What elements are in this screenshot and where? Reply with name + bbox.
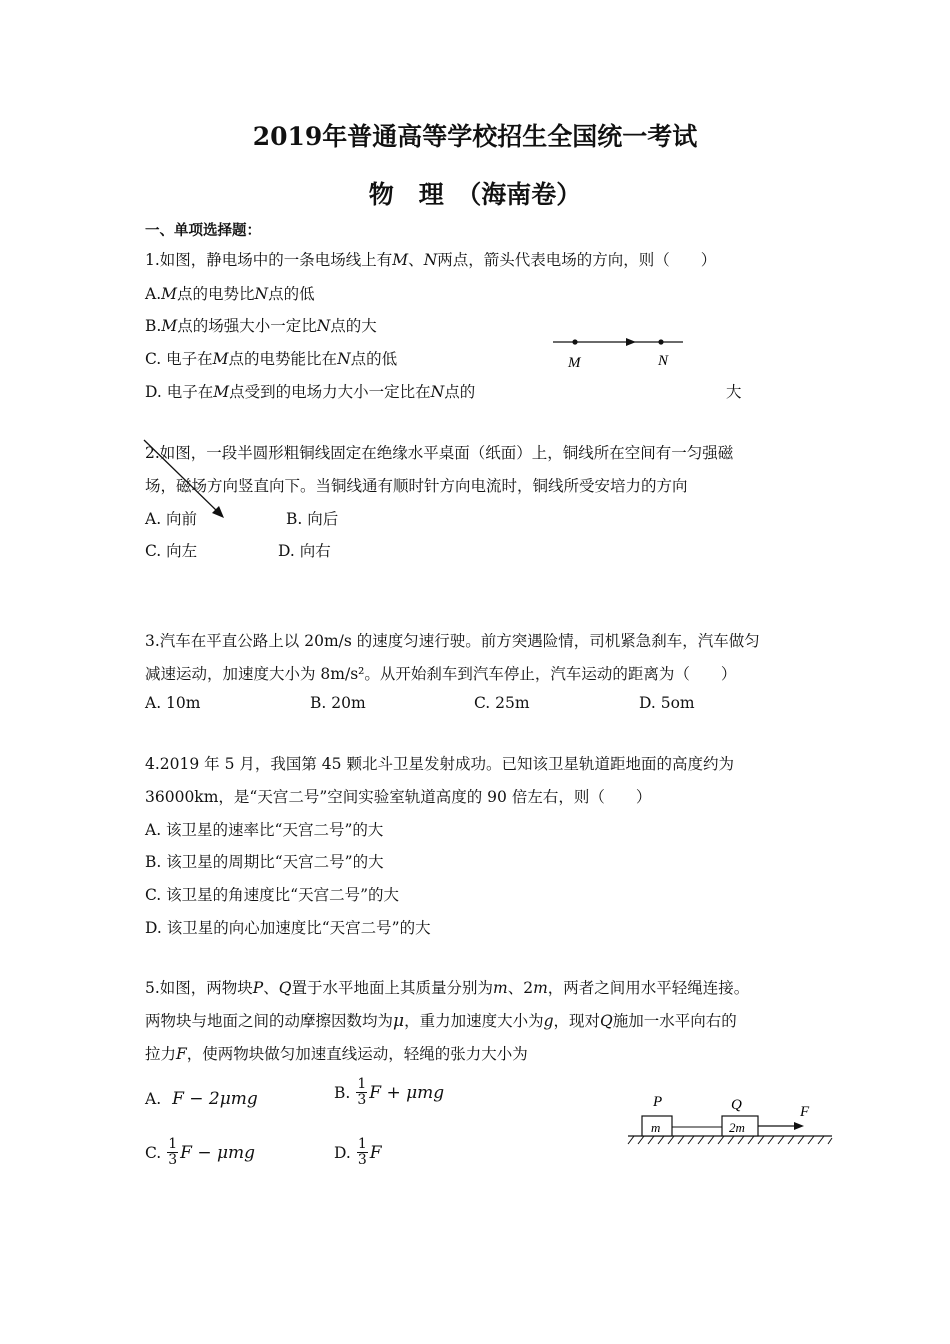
q1-sep: 、 (408, 251, 424, 269)
q3-line1: 3.汽车在平直公路上以 20m/s 的速度匀速行驶。前方突遇险情，司机紧急刹车，汽车做匀 (145, 632, 760, 650)
q1-option-b (145, 314, 377, 336)
q3-option-c: C. 25m (474, 694, 530, 712)
section-heading: 一、单项选择题： (145, 222, 261, 239)
q1-n: N (423, 251, 438, 269)
q5-q: Q (278, 979, 292, 997)
diagonal-arrow-line (144, 440, 218, 512)
q5-q2: Q (600, 1012, 613, 1030)
q5-d-expr: F (369, 1142, 382, 1163)
q5-d-fraction (357, 1137, 368, 1168)
q5-c-num: 1 (168, 1136, 178, 1152)
subject-title: 物 理 （海南卷） (368, 180, 582, 209)
page-title: 2019年普通高等学校招生全国统一考试 (252, 122, 698, 151)
q5-l1-text2: 置于水平地面上其质量分别为 (291, 979, 493, 997)
q5-line2 (145, 1009, 737, 1031)
q5-l2-text4: 施加一水平向右的 (612, 1012, 737, 1030)
q5-option-b (334, 1077, 444, 1108)
q1-d-text: 点受到的电场力大小一定比在 (229, 383, 431, 401)
q5-mu: μ (393, 1011, 405, 1031)
force-label: F (800, 1104, 810, 1120)
q5-g: g (543, 1012, 554, 1030)
q5-l3-text: 拉力 (145, 1045, 177, 1063)
q5-b-fraction (356, 1077, 367, 1108)
q5-2m-m: m (533, 979, 548, 997)
q1-b-end: 点的大 (330, 317, 377, 335)
q5-l2-text3: ，现对 (553, 1012, 601, 1030)
field-line-figure (548, 332, 688, 372)
q5-a-expr: F − 2μmg (172, 1089, 258, 1109)
q5-l1-text3: 、2 (507, 979, 534, 997)
q1-m: M (392, 251, 409, 269)
q1-c-text: 点的电势能比在 (228, 350, 338, 368)
q1-option-a (145, 282, 315, 304)
block-q-label: Q (731, 1097, 742, 1113)
q5-c-expr: F − μmg (180, 1142, 256, 1163)
q5-d-num: 1 (357, 1136, 367, 1152)
q3-option-b: B. 20m (310, 694, 366, 712)
q1-option-d-tail: 大 (726, 383, 742, 401)
point-n-label: N (658, 353, 669, 369)
q4-line2: 36000km，是“天宫二号”空间实验室轨道高度的 90 倍左右，则（ ） (145, 788, 652, 806)
q5-l2-text2: ，重力加速度大小为 (404, 1012, 544, 1030)
q5-m: m (492, 979, 508, 997)
q1-b-m: M (161, 317, 178, 335)
force-arrow-head (794, 1122, 804, 1130)
q5-l1-text4: ，两者之间用水平轻绳连接。 (547, 979, 750, 997)
q1-b-text: 点的场强大小一定比 (177, 317, 317, 335)
q1-b-label: B. (145, 317, 162, 335)
q4-option-a: A. 该卫星的速率比“天宫二号”的大 (145, 821, 384, 839)
q2-line2: 场，磁场方向竖直向下。当铜线通有顺时针方向电流时，铜线所受安培力的方向 (145, 477, 688, 495)
q2-line1: 2.如图，一段半圆形粗铜线固定在绝缘水平桌面（纸面）上，铜线所在空间有一匀强磁 (145, 444, 734, 462)
q1-c-label: C. 电子在 (145, 350, 213, 368)
q1-stem-text: 1.如图，静电场中的一条电场线上有 (145, 251, 393, 269)
ground-hatching (628, 1136, 832, 1144)
q3-line2: 减速运动，加速度大小为 8m/s²。从开始刹车到汽车停止，汽车运动的距离为（ ） (145, 665, 737, 683)
q5-b-expr: F + μmg (369, 1082, 445, 1103)
blocks-figure (620, 1090, 840, 1150)
q1-stem (145, 248, 716, 270)
q5-line1 (145, 976, 749, 998)
q1-d-label: D. 电子在 (145, 383, 214, 401)
q5-l2-text: 两物块与地面之间的动摩擦因数均为 (145, 1012, 394, 1030)
q2-option-a: A. 向前 (145, 510, 198, 528)
q5-p: P (252, 979, 264, 997)
q1-a-end: 点的低 (268, 285, 315, 303)
q1-a-label: A. (145, 285, 162, 303)
q5-option-d (334, 1137, 382, 1168)
q4-option-d: D. 该卫星的向心加速度比“天宫二号”的大 (145, 919, 431, 937)
q5-line3 (145, 1042, 528, 1064)
q1-d-end: 点的 (444, 383, 476, 401)
q1-a-text: 点的电势比 (177, 285, 255, 303)
block-p-mass: m (651, 1120, 661, 1135)
q1-stem-text2: 两点，箭头代表电场的方向，则（ ） (437, 251, 717, 269)
q5-d-den: 3 (357, 1152, 367, 1168)
q5-b-num: 1 (357, 1076, 367, 1092)
q4-option-b: B. 该卫星的周期比“天宫二号”的大 (145, 853, 384, 871)
q5-c-fraction (167, 1137, 178, 1168)
q5-c-den: 3 (168, 1152, 178, 1168)
q1-c-m: M (212, 350, 229, 368)
point-m-label: M (568, 355, 581, 371)
q5-c-label: C. (145, 1143, 162, 1162)
q5-d-label: D. (334, 1143, 351, 1162)
q1-option-d (145, 380, 475, 402)
point-m-dot (572, 339, 577, 344)
q1-d-m: M (213, 383, 230, 401)
q5-a-label: A. (145, 1090, 162, 1108)
q5-b-label: B. (334, 1083, 351, 1102)
field-direction-arrow (626, 338, 636, 346)
q1-a-n: N (254, 285, 269, 303)
block-q-mass: 2m (729, 1120, 745, 1135)
q5-l3-text2: ，使两物块做匀加速直线运动，轻绳的张力大小为 (186, 1045, 528, 1063)
q5-sep: 、 (263, 979, 279, 997)
q2-option-d: D. 向右 (278, 542, 331, 560)
diagonal-arrow-figure (140, 436, 230, 522)
q1-d-n: N (430, 383, 445, 401)
q1-b-n: N (316, 317, 331, 335)
q3-option-d: D. 5om (639, 694, 695, 712)
q2-option-c: C. 向左 (145, 542, 198, 560)
q5-option-c (145, 1137, 255, 1168)
q1-c-end: 点的低 (350, 350, 398, 368)
q4-line1: 4.2019 年 5 月，我国第 45 颗北斗卫星发射成功。已知该卫星轨道距地面的高度约为 (145, 755, 734, 773)
q5-f: F (176, 1045, 187, 1063)
q4-option-c: C. 该卫星的角速度比“天宫二号”的大 (145, 886, 400, 904)
q5-option-a (145, 1089, 258, 1109)
q5-b-den: 3 (357, 1092, 367, 1108)
q2-option-b: B. 向后 (286, 510, 339, 528)
q3-option-a: A. 10m (145, 694, 201, 712)
block-p-label: P (653, 1094, 663, 1110)
q1-a-m: M (161, 285, 177, 303)
q5-l1-text: 5.如图，两物块 (145, 979, 253, 997)
q1-c-n: N (337, 350, 351, 368)
q1-option-c (145, 347, 397, 369)
point-n-dot (658, 339, 663, 344)
